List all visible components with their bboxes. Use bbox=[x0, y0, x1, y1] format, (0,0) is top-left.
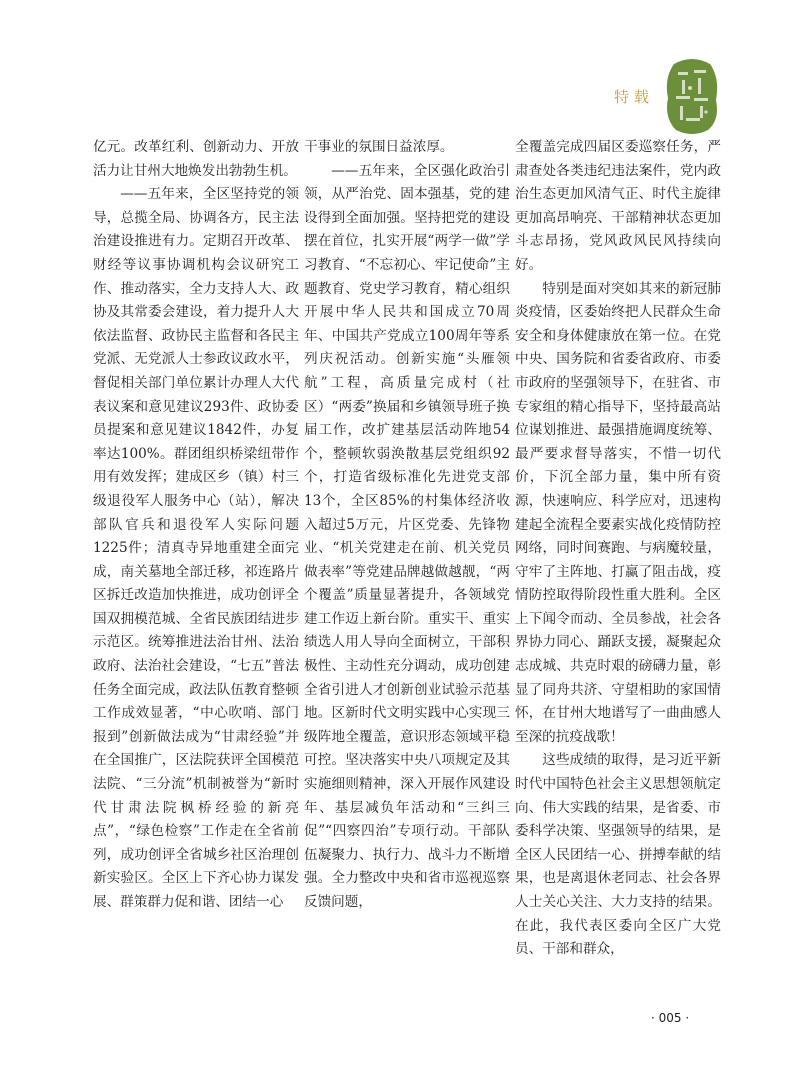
text-column-3 bbox=[515, 136, 721, 962]
section-label: 特载 bbox=[614, 88, 655, 106]
paragraph: 这些成绩的取得，是习近平新时代中国特色社会主义思想领航定向、伟大实践的结果，是省委、市委科学决策、坚强领导的结果，是全区人民团结一心、拼搏奉献的结果，也是离退休老同志、社会各界人士关心关注、大力支持的结果。在此，我代表区委向全区广大党员、干部和群众， bbox=[515, 752, 721, 958]
paragraph: 亿元。改革红利、创新动力、开放活力让甘州大地焕发出勃勃生机。 bbox=[93, 139, 299, 179]
green-ink-seal-icon bbox=[664, 56, 720, 136]
paragraph: 特别是面对突如其来的新冠肺炎疫情，区委始终把人民群众生命安全和身体健康放在第一位。在党中央、国务院和省委省政府、市委市政府的坚强领导下，在驻省、市专家组的精心指导下，坚持最高站位谋划推进、最强措施调度统筹、最严要求督导落实，不惜一切代价，下沉全部力量，集中所有资源，快速响应、科学应对，迅速构建起全流程全要素实战化疫情防控网络，同时间赛跑、与病魔较量，守牢了主阵地、打赢了阻击战，疫情防控取得阶段性重大胜利。全区上下闻令而动、全员参战，社会各界协力同心、踊跃支援，凝聚起众志成城、共克时艰的磅礴力量，彰显了同舟共济、守望相助的家国情怀，在甘州大地谱写了一曲曲感人至深的抗疫战歌！ bbox=[515, 280, 721, 745]
paragraph: ——五年来，全区坚持党的领导，总揽全局、协调各方，民主法治建设推进有力。定期召开改革、财经等议事协调机构会议研究工作、推动落实，全力支持人大、政协及其常委会建设，着力提升人大依法监督、政协民主监督和各民主党派、无党派人士参政议政水平，督促相关部门单位累计办理人大代表议案和意见建议293件、政协委员提案和意见建议1842件，办复率达100%。群团组织桥梁纽带作用有效发挥；建成区乡（镇）村三级退役军人服务中心（站），解决部队官兵和退役军人实际问题1225件；清真寺异地重建全面完成，南关墓地全部迁移，祁连路片区拆迁改造加快推进，成功创评全国双拥模范城、全省民族团结进步示范区。统筹推进法治甘州、法治政府、法治社会建设，“七五”普法任务全面完成，政法队伍教育整顿工作成效显著，“中心吹哨、部门报到”创新做法成为“甘肃经验”并在全国推广，区法院获评全国模范法院、“三分流”机制被誉为“新时代甘肃法院枫桥经验的新亮点”，“绿色检察”工作走在全省前列，成功创评全省城乡社区治理创新实验区。全区上下齐心协力谋发展、群策群力促和谐、团结一心 bbox=[93, 186, 299, 910]
text-column-2 bbox=[304, 136, 510, 915]
page-number: · 005 · bbox=[651, 1011, 690, 1025]
text-column-1 bbox=[93, 136, 299, 915]
paragraph: 全覆盖完成四届区委巡察任务，严肃查处各类违纪违法案件，党内政治生态更加风清气正、时代主旋律更加高昂响亮、干部精神状态更加斗志昂扬，党风政风民风持续向好。 bbox=[515, 139, 721, 273]
paragraph: ——五年来，全区强化政治引领，从严治党、固本强基，党的建设得到全面加强。坚持把党的建设摆在首位，扎实开展“两学一做”学习教育、“不忘初心、牢记使命”主题教育、党史学习教育，精心组织开展中华人民共和国成立70周年、中国共产党成立100周年等系列庆祝活动。创新实施“头雁领航”工程，高质量完成村（社区）“两委”换届和乡镇领导班子换届工作，改扩建基层活动阵地54个，整顿软弱涣散基层党组织92个，打造省级标准化先进党支部13个，全区85%的村集体经济收入超过5万元，片区党委、先锋物业、“机关党建走在前、机关党员做表率”等党建品牌越做越靓，“两个覆盖”质量显著提升，各领域党建工作迈上新台阶。重实干、重实绩选人用人导向全面树立，干部积极性、主动性充分调动，成功创建全省引进人才创新创业试验示范基地。区新时代文明实践中心实现三级阵地全覆盖，意识形态领域平稳可控。坚决落实中央八项规定及其实施细则精神，深入开展作风建设年、基层减负年活动和“三纠三促”“四察四治”专项行动。干部队伍凝聚力、执行力、战斗力不断增强。全力整改中央和省市巡视巡察反馈问题， bbox=[304, 162, 510, 910]
paragraph: 干事业的氛围日益浓厚。 bbox=[304, 139, 454, 155]
seal-icon bbox=[664, 56, 720, 136]
